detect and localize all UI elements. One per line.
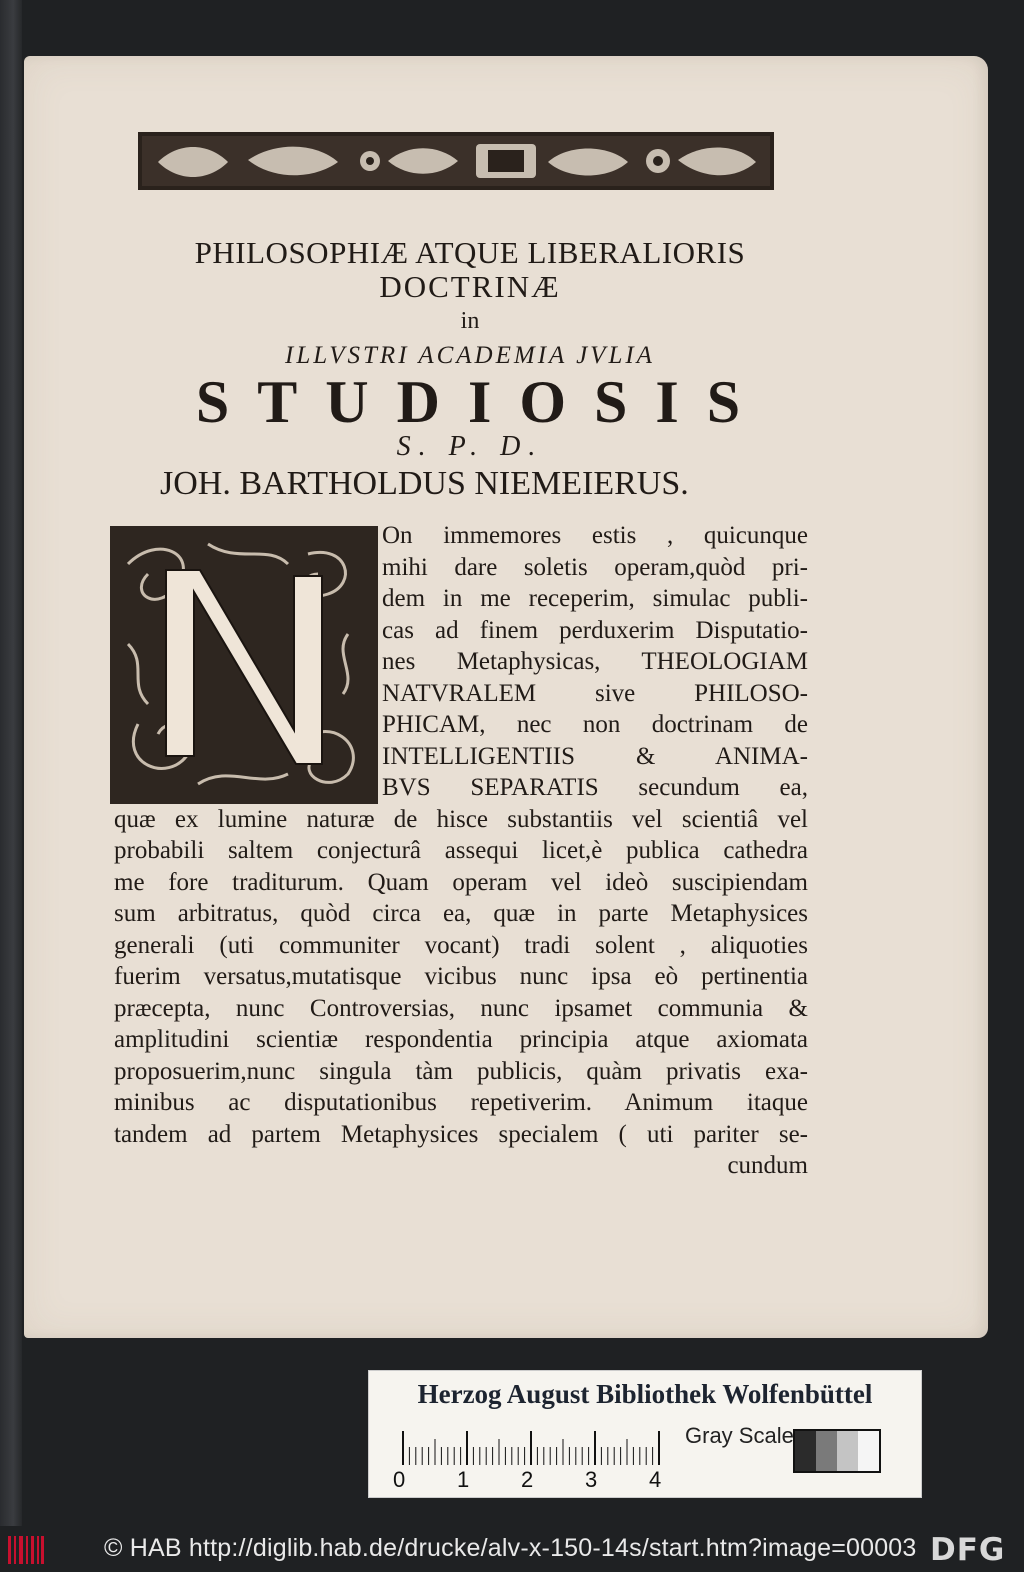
text-line: tandem ad partem Metaphysices specialem ( uti pariter se-	[114, 1120, 808, 1148]
heading-line-4: ILLVSTRI ACADEMIA JVLIA	[285, 342, 655, 369]
gray-swatch	[858, 1431, 879, 1471]
body-paragraph	[114, 520, 808, 1182]
library-scale-card	[368, 1370, 922, 1498]
text-line: PHICAM, nec non doctrinam de	[382, 711, 808, 738]
hab-barcode-logo-icon	[6, 1532, 46, 1568]
heading-line-2: DOCTRINÆ	[379, 269, 561, 304]
heading-line-3: in	[460, 308, 480, 334]
copyright-url: © HAB http://diglib.hab.de/drucke/alv-x-150-14s/start.htm?image=00003	[104, 1534, 917, 1562]
text-line: INTELLIGENTIIS & ANIMA-	[382, 742, 808, 770]
heading-line-1: PHILOSOPHIÆ ATQUE LIBERALIORIS	[194, 235, 746, 270]
heading-spd: S. P. D.	[396, 431, 544, 462]
text-line: amplitudini scientiæ respondentia principia atque axiomata	[114, 1026, 808, 1053]
gray-swatch	[837, 1431, 858, 1471]
text-line: quæ ex lumine naturæ de hisce substantiis vel scientiâ vel	[114, 805, 808, 833]
text-line: sum arbitratus, quòd circa ea, quæ in parte Metaphysices	[114, 900, 808, 927]
catchword: cundum	[727, 1152, 808, 1179]
gray-swatch	[795, 1431, 816, 1471]
text-line: proposuerim,nunc singula tàm publicis, quàm privatis exa-	[114, 1057, 808, 1085]
text-line: minibus ac disputationibus repetiverim. Animum itaque	[114, 1089, 808, 1116]
ruler-number: 3	[585, 1467, 598, 1492]
text-line: nes Metaphysicas, THEOLOGIAM	[382, 648, 808, 675]
ornament-band	[138, 132, 774, 190]
ruler-number: 2	[521, 1467, 534, 1492]
book-spine-edge	[0, 0, 22, 1572]
initial-letter-text: N	[243, 684, 245, 685]
gray-scale-swatches	[793, 1429, 881, 1473]
heading-studiosis: STUDIOSIS	[195, 369, 769, 435]
ruler-numbers	[393, 1467, 693, 1493]
text-line: BVS SEPARATIS secundum ea,	[382, 774, 808, 801]
text-line: fuerim versatus,mutatisque vicibus nunc ipsa eò pertinentia	[114, 963, 808, 990]
library-title: Herzog August Bibliothek Wolfenbüttel	[417, 1379, 873, 1409]
author-name: JOH. BARTHOLDUS NIEMEIERUS.	[160, 465, 689, 502]
text-line: NATVRALEM sive PHILOSO-	[382, 679, 808, 707]
text-line: generali (uti communiter vocant) tradi solent , aliquoties	[114, 931, 808, 959]
ruler-number: 0	[393, 1467, 406, 1492]
footer-bar	[0, 1526, 1024, 1572]
title-block	[120, 236, 820, 506]
gray-scale-label: Gray Scale	[685, 1423, 794, 1448]
text-line: probabili saltem conjecturâ assequi licet,è publica cathedra	[114, 837, 808, 864]
ruler-number: 1	[457, 1467, 470, 1492]
text-line: cas ad finem perduxerim Disputatio-	[382, 616, 808, 644]
text-line: dem in me receperim, simulac publi-	[382, 585, 808, 612]
ruler-number: 4	[649, 1467, 662, 1492]
ruler-scale	[399, 1431, 669, 1467]
text-line: præcepta, nunc Controversias, nunc ipsamet communia &	[114, 994, 808, 1022]
dfg-logo: DFG	[930, 1532, 1006, 1568]
gray-swatch	[816, 1431, 837, 1471]
text-line: mihi dare soletis operam,quòd pri-	[382, 553, 808, 581]
text-line: me fore traditurum. Quam operam vel ideò suscipiendam	[114, 868, 808, 896]
text-line: On immemores estis , quicunque	[382, 522, 808, 549]
